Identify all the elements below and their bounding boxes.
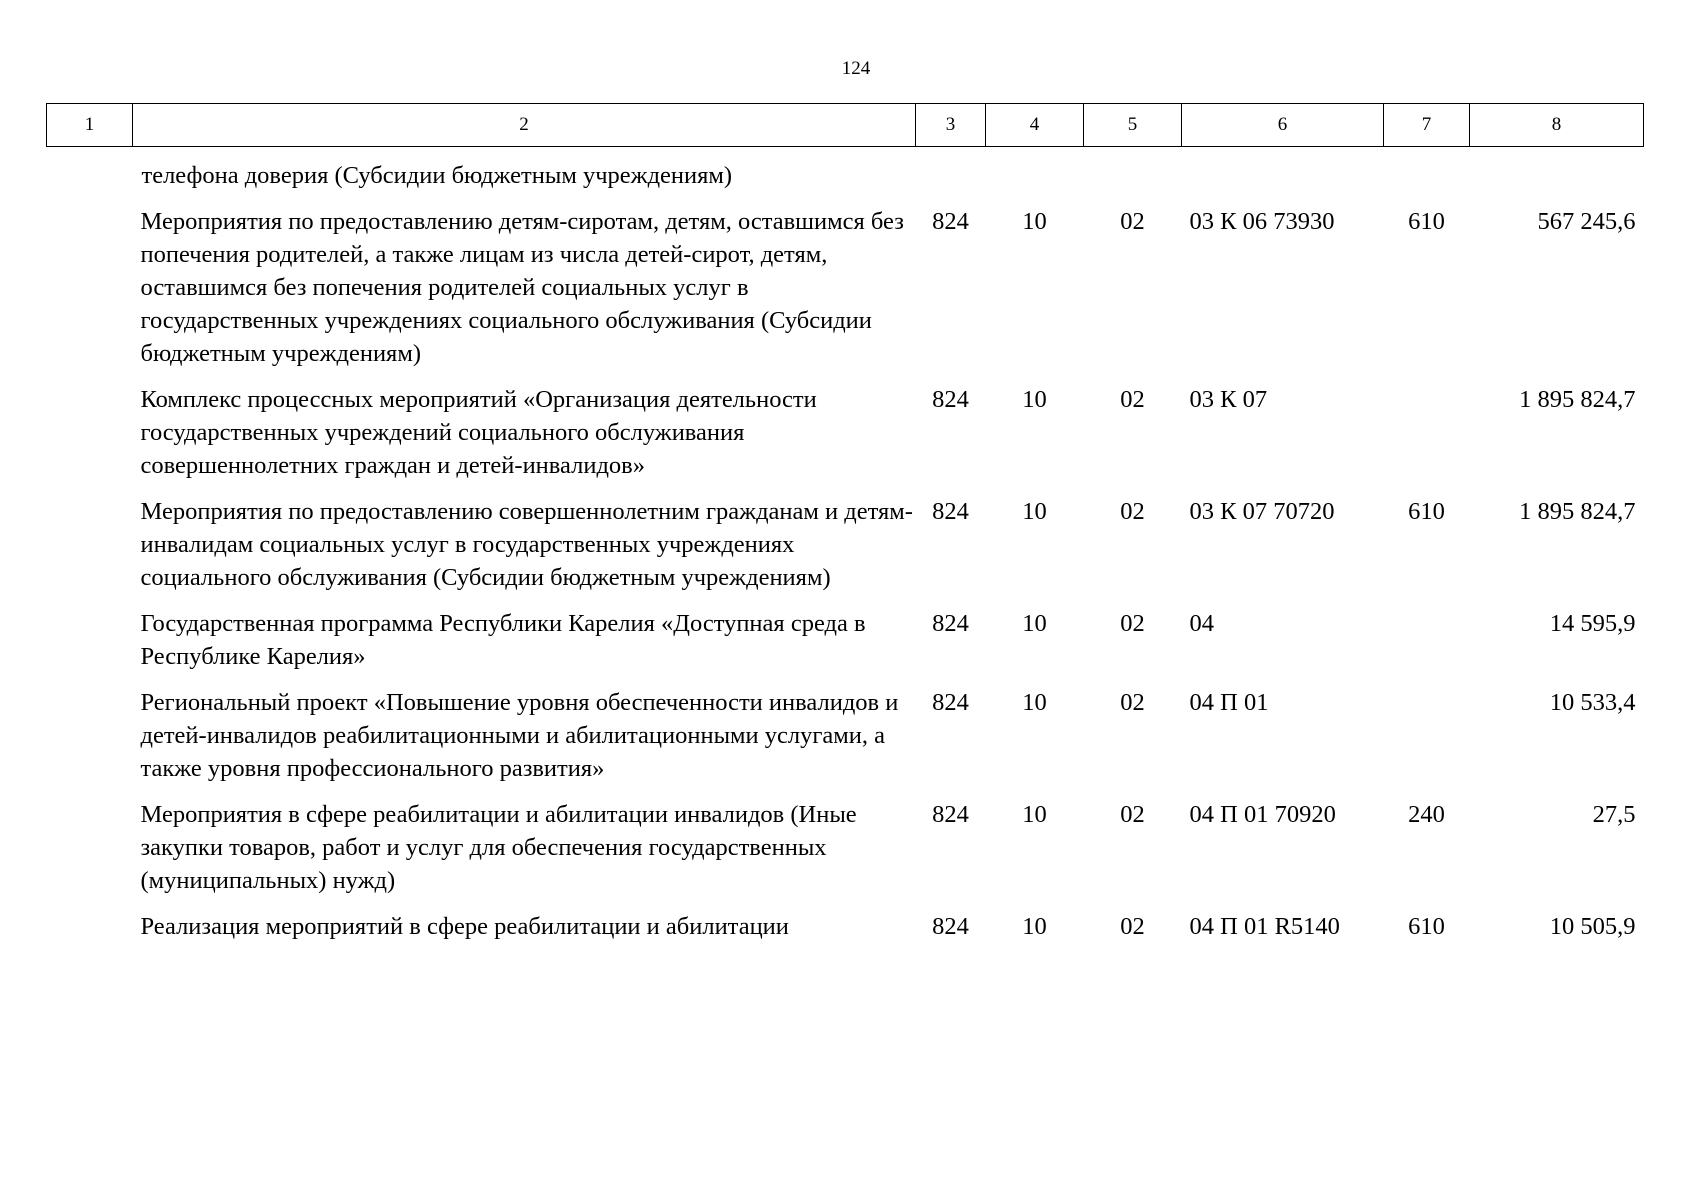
row-col-8: 10 533,4 [1549,689,1636,716]
row-name: Государственная программа Республики Карелия «Доступная среда в Республике Карелия» [140,610,866,670]
row-col-5: 02 [1120,610,1145,637]
table-header [47,104,1644,147]
row-name: Региональный проект «Повышение уровня обеспеченности инвалидов и детей-инвалидов реабилитационными и абилитационными услугами, а также уровня профессионального развития» [140,689,899,782]
budget-table [46,103,1644,943]
row-col-6: 03 К 07 [1189,386,1268,413]
row-col-7: 610 [1408,498,1445,525]
row-col-6: 03 К 06 73930 [1189,208,1335,235]
row-name: Мероприятия по предоставлению совершеннолетним гражданам и детям-инвалидам социальных услуг в государственных учреждениях социального обслуживания (Субсидии бюджетным учреждениям) [140,498,913,591]
row-name: Мероприятия в сфере реабилитации и абилитации инвалидов (Иные закупки товаров, работ и услуг для обеспечения государственных (муниципальных) нужд) [140,801,857,894]
row-col-6: 03 К 07 70720 [1189,498,1335,525]
row-col-1 [47,785,133,897]
row-col-5: 02 [1120,208,1145,235]
header-col-4: 4 [986,104,1084,147]
row-col-4: 10 [1022,498,1047,525]
header-col-7: 7 [1384,104,1470,147]
table-body [47,147,1644,944]
row-col-1 [47,897,133,943]
table-row [47,785,1644,897]
header-col-8: 8 [1470,104,1644,147]
row-col-1 [47,594,133,673]
row-col-8: 10 505,9 [1549,913,1636,940]
row-col-5: 02 [1120,801,1145,828]
row-col-4: 10 [1022,208,1047,235]
table-row [47,594,1644,673]
table-row [47,370,1644,482]
row-col-4: 10 [1022,913,1047,940]
row-name: Мероприятия по предоставлению детям-сиротам, детям, оставшимся без попечения родителей, а также лицам из числа детей-сирот, детям, оставшимся без попечения родителей социальных услуг в государственных учреждениях социального обслуживания (Субсидии бюджетным учреждениям) [140,208,904,367]
row-col-5: 02 [1120,386,1145,413]
table-row [47,673,1644,785]
row-col-4: 10 [1022,689,1047,716]
row-col-8: 27,5 [1592,801,1636,828]
row-col-3: 824 [932,610,969,637]
row-col-6: 04 П 01 R5140 [1189,913,1340,940]
row-col-4: 10 [1022,386,1047,413]
row-col-5: 02 [1120,689,1145,716]
table-row [47,482,1644,594]
table-row [47,192,1644,370]
row-col-6: 04 [1189,610,1214,637]
row-name: Реализация мероприятий в сфере реабилитации и абилитации [140,913,789,940]
row-col-8: 1 895 824,7 [1519,498,1636,525]
row-name: Комплекс процессных мероприятий «Организация деятельности государственных учреждений социального обслуживания совершеннолетних граждан и детей-инвалидов» [140,386,817,479]
header-col-2: 2 [133,104,916,147]
row-col-7: 610 [1408,913,1445,940]
row-col-7: 240 [1408,801,1445,828]
page-number: 124 [841,58,871,79]
row-col-4: 10 [1022,801,1047,828]
row-col-4: 10 [1022,610,1047,637]
row-col-8: 14 595,9 [1549,610,1636,637]
row-col-7 [1384,673,1470,785]
row-col-1 [47,482,133,594]
table-row [47,897,1644,943]
row-col-5: 02 [1120,913,1145,940]
continuation-row [47,147,1644,193]
row-col-6: 04 П 01 [1189,689,1269,716]
row-col-1 [47,192,133,370]
row-col-6: 04 П 01 70920 [1189,801,1336,828]
row-col-3: 824 [932,386,969,413]
row-col-3: 824 [932,689,969,716]
row-col-1 [47,673,133,785]
row-col-1 [47,370,133,482]
row-col-7: 610 [1408,208,1445,235]
continuation-text: телефона доверия (Субсидии бюджетным учреждениям) [141,162,733,189]
row-col-3: 824 [932,498,969,525]
row-col-8: 567 245,6 [1537,208,1636,235]
header-col-1: 1 [47,104,133,147]
row-col-3: 824 [932,208,969,235]
row-col-7 [1384,594,1470,673]
header-col-3: 3 [916,104,986,147]
row-col-8: 1 895 824,7 [1519,386,1636,413]
row-col-5: 02 [1120,498,1145,525]
header-col-6: 6 [1182,104,1384,147]
row-col-7 [1384,370,1470,482]
row-col-3: 824 [932,801,969,828]
header-row [47,104,1644,147]
row-col-3: 824 [932,913,969,940]
header-col-5: 5 [1084,104,1182,147]
